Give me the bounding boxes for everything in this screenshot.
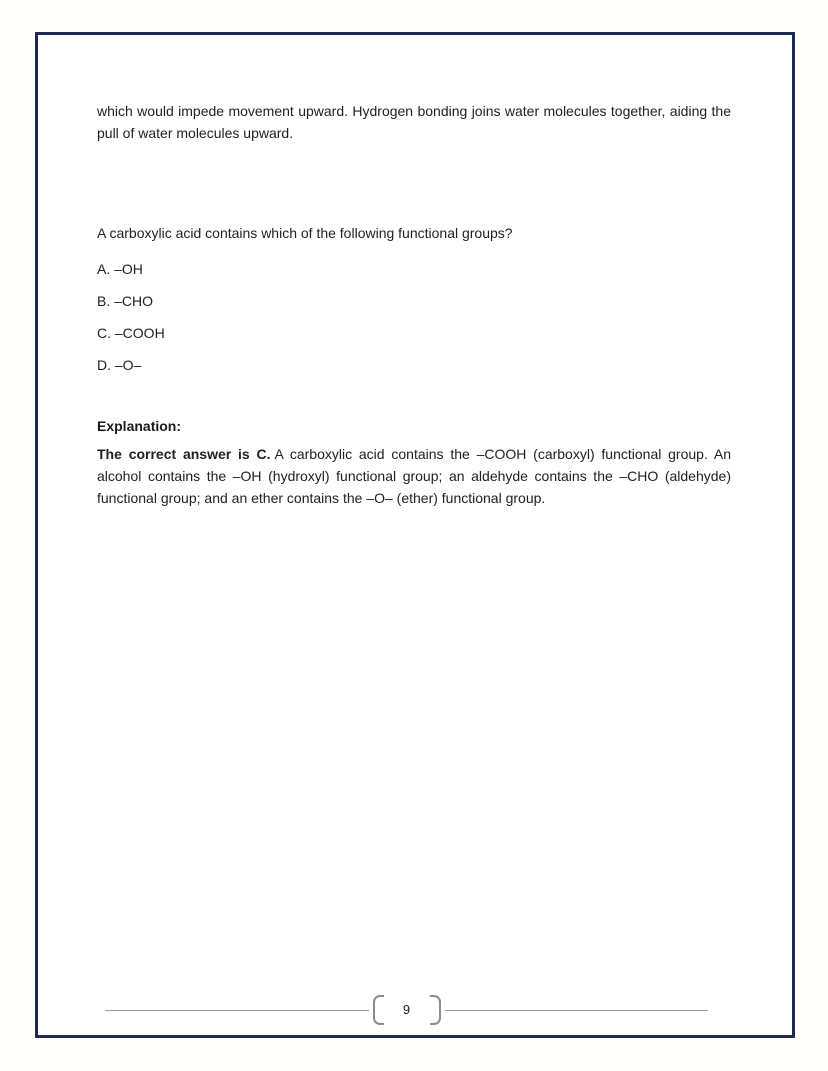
option-d-label: D.: [97, 357, 111, 373]
option-b-label: B.: [97, 293, 111, 309]
right-bracket-icon: [430, 995, 441, 1025]
question-text: A carboxylic acid contains which of the following functional groups?: [97, 225, 513, 241]
explanation-body: A carboxylic acid contains the –COOH (carboxyl) functional group. An alcohol contains the –OH (hydroxyl) functional group; an aldehyde contains the –CHO (aldehyde) functional group; and an ether contains the –O– (ether) functional group.: [97, 446, 731, 506]
option-a: [97, 258, 731, 280]
page-number: 9: [402, 1002, 411, 1017]
explanation-answer: The correct answer is C.: [97, 446, 271, 462]
explanation-paragraph: [97, 443, 731, 509]
page-footer: [38, 993, 792, 1027]
answer-options: [97, 258, 731, 376]
option-b-text: –CHO: [114, 293, 154, 309]
option-c-text: –COOH: [114, 325, 165, 341]
option-a-label: A.: [97, 261, 111, 277]
option-b: [97, 290, 731, 312]
footer-rule-left: [105, 1010, 369, 1011]
page-border: [35, 32, 795, 1038]
intro-paragraph: which would impede movement upward. Hydrogen bonding joins water molecules together, aiding the pull of water molecules upward.: [97, 103, 731, 141]
page-content: [97, 35, 731, 509]
footer-rule-right: [445, 1010, 709, 1011]
explanation-heading: Explanation:: [97, 418, 182, 434]
option-a-text: –OH: [114, 261, 143, 277]
option-d: [97, 354, 731, 376]
option-c-label: C.: [97, 325, 111, 341]
option-d-text: –O–: [114, 357, 142, 373]
left-bracket-icon: [373, 995, 384, 1025]
option-c: [97, 322, 731, 344]
